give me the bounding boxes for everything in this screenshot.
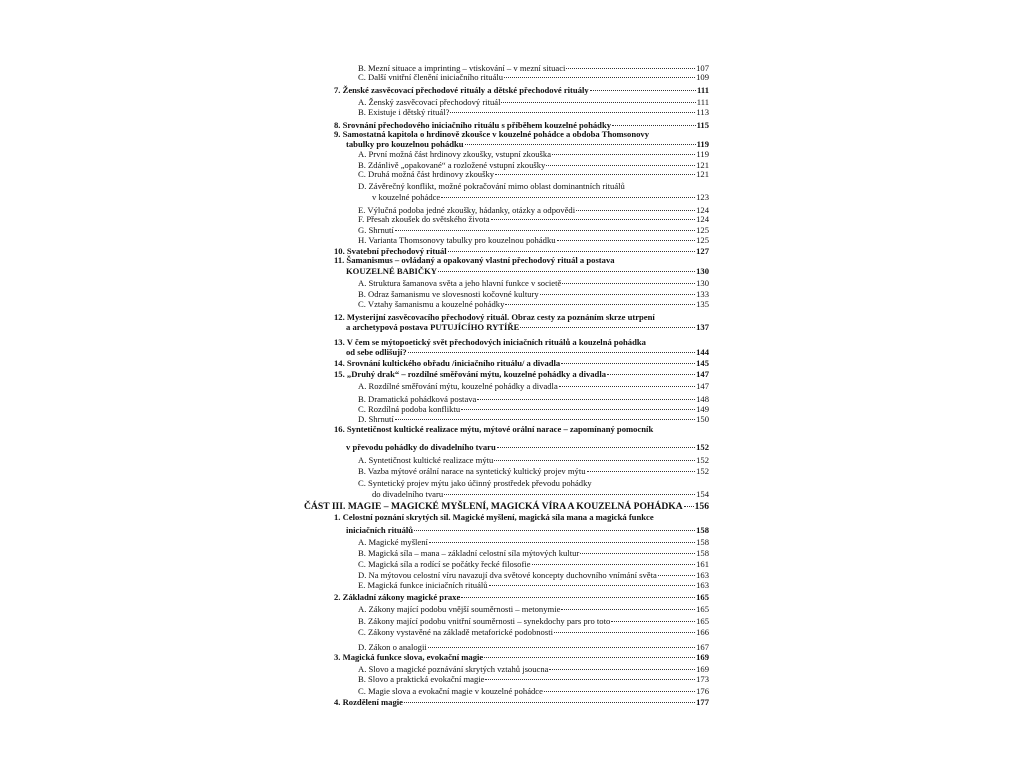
entry-title: 13. V čem se mýtopoetický svět přechodových iniciačních rituálů a kouzelná pohádka bbox=[334, 337, 646, 347]
page-number: 165 bbox=[696, 616, 709, 626]
page-number: 130 bbox=[696, 266, 709, 276]
entry-title: A. Slovo a magické poznávání skrytých vztahů jsoucna bbox=[358, 664, 549, 674]
page-number: 121 bbox=[696, 160, 709, 170]
page-number: 124 bbox=[696, 205, 709, 215]
entry-title: D. Na mýtovou celostní víru navazují dva světové koncepty duchovního vnímání světa bbox=[358, 570, 657, 580]
entry-title: A. První možná část hrdinovy zkoušky, vstupní zkouška bbox=[358, 149, 552, 159]
dot-leader bbox=[580, 553, 695, 554]
dot-leader bbox=[429, 542, 695, 543]
entry-title: B. Vazba mýtové orální narace na syntetický kultický projev mýtu bbox=[358, 466, 586, 476]
page-number: 169 bbox=[696, 652, 709, 662]
page-number: 166 bbox=[696, 627, 709, 637]
dot-leader bbox=[497, 447, 695, 448]
page-number: 137 bbox=[696, 322, 709, 332]
dot-leader bbox=[395, 230, 695, 231]
dot-leader bbox=[395, 419, 695, 420]
entry-title: v kouzelné pohádce bbox=[372, 192, 441, 202]
dot-leader bbox=[504, 77, 695, 78]
entry-title: B. Magická síla – mana – základní celostní síla mýtových kultur bbox=[358, 548, 580, 558]
entry-title: C. Syntetický projev mýtu jako účinný prostředek převodu pohádky bbox=[358, 478, 592, 488]
dot-leader bbox=[485, 679, 695, 680]
entry-title: B. Zákony mající podobu vnitřní souměrnosti – synekdochy pars pro toto bbox=[358, 616, 611, 626]
page-number: 115 bbox=[696, 120, 709, 130]
entry-title: 1. Celostní poznání skrytých sil. Magické myšlení, magická síla mana a magická funkce bbox=[334, 512, 654, 522]
entry-title: iniciačních rituálů bbox=[346, 525, 414, 535]
page-number: 158 bbox=[696, 525, 709, 535]
entry-title: tabulky pro kouzelnou pohádku bbox=[346, 139, 464, 149]
entry-title: 4. Rozdělení magie bbox=[334, 697, 403, 707]
page-number: 125 bbox=[696, 225, 709, 235]
page-number: 121 bbox=[696, 169, 709, 179]
entry-title: C. Vztahy šamanismu a kouzelné pohádky bbox=[358, 299, 505, 309]
page-number: 111 bbox=[697, 85, 709, 95]
entry-title: A. Magické myšlení bbox=[358, 537, 428, 547]
dot-leader bbox=[561, 363, 695, 364]
entry-title: D. Zákon o analogii bbox=[358, 642, 427, 652]
page-number: 165 bbox=[696, 592, 709, 602]
page-number: 152 bbox=[696, 466, 709, 476]
page-number: 109 bbox=[696, 72, 709, 82]
dot-leader bbox=[587, 471, 696, 472]
entry-title: 8. Srovnání přechodového iniciačního rituálu s příběhem kouzelné pohádky bbox=[334, 120, 612, 130]
page-number: 161 bbox=[696, 559, 709, 569]
page-number: 135 bbox=[696, 299, 709, 309]
dot-leader bbox=[448, 251, 695, 252]
dot-leader bbox=[557, 240, 696, 241]
dot-leader bbox=[540, 294, 695, 295]
dot-leader bbox=[544, 691, 695, 692]
dot-leader bbox=[484, 657, 695, 658]
dot-leader bbox=[576, 210, 695, 211]
dot-leader bbox=[552, 154, 695, 155]
entry-title: D. Závěrečný konflikt, možné pokračování mimo oblast dominantních rituálů bbox=[358, 181, 625, 191]
page-number: 148 bbox=[696, 394, 709, 404]
dot-leader bbox=[491, 219, 696, 220]
entry-title: B. Zdánlivě „opakované“ a rozložené vstupní zkoušky bbox=[358, 160, 546, 170]
page-number: 163 bbox=[696, 580, 709, 590]
page-number: 156 bbox=[694, 501, 709, 512]
entry-title: 11. Šamanismus – ovládaný a opakovaný vlastní přechodový rituál a postava bbox=[334, 255, 615, 265]
page-number: 119 bbox=[696, 149, 709, 159]
dot-leader bbox=[561, 609, 695, 610]
page-number: 107 bbox=[696, 63, 709, 73]
entry-title: C. Magická síla a rodící se počátky řecké filosofie bbox=[358, 559, 531, 569]
page-number: 163 bbox=[696, 570, 709, 580]
dot-leader bbox=[505, 304, 695, 305]
dot-leader bbox=[554, 632, 695, 633]
entry-title: F. Přesah zkoušek do světského života bbox=[358, 214, 490, 224]
page-number: 145 bbox=[696, 358, 709, 368]
entry-title: E. Výlučná podoba jedné zkoušky, hádanky, otázky a odpovědi bbox=[358, 205, 576, 215]
entry-title: A. Syntetičnost kultické realizace mýtu bbox=[358, 455, 494, 465]
page-number: 130 bbox=[696, 278, 709, 288]
entry-title: A. Ženský zasvěcovací přechodový rituál bbox=[358, 97, 501, 107]
page-number: 144 bbox=[696, 347, 709, 357]
entry-title: 2. Základní zákony magické praxe bbox=[334, 592, 461, 602]
entry-title: v převodu pohádky do divadelního tvaru bbox=[346, 442, 496, 452]
page-number: 152 bbox=[696, 455, 709, 465]
entry-title: 15. „Druhý drak“ – rozdílné směřování mýtu, kouzelné pohádky a divadla bbox=[334, 369, 607, 379]
entry-title: 16. Syntetičnost kultické realizace mýtu, mýtové orální narace – zapomínaný pomocník bbox=[334, 424, 654, 434]
entry-title: E. Magická funkce iniciačních rituálů bbox=[358, 580, 488, 590]
entry-title: D. Shrnutí bbox=[358, 414, 394, 424]
entry-title: A. Zákony mající podobu vnější souměrnosti – metonymie bbox=[358, 604, 561, 614]
dot-leader bbox=[408, 352, 695, 353]
dot-leader bbox=[532, 564, 696, 565]
dot-leader bbox=[494, 460, 695, 461]
entry-title: do divadelního tvaru bbox=[372, 489, 444, 499]
dot-leader bbox=[450, 112, 695, 113]
entry-title: C. Druhá možná část hrdinovy zkoušky bbox=[358, 169, 495, 179]
dot-leader bbox=[428, 647, 695, 648]
entry-title: B. Existuje i dětský rituál? bbox=[358, 107, 450, 117]
entry-title: G. Shrnutí bbox=[358, 225, 394, 235]
entry-title: B. Slovo a praktická evokační magie bbox=[358, 674, 485, 684]
dot-leader bbox=[549, 669, 695, 670]
entry-title: 3. Magická funkce slova, evokační magie bbox=[334, 652, 484, 662]
dot-leader bbox=[414, 530, 695, 531]
entry-title: 9. Samostatná kapitola o hrdinově zkoušce v kouzelné pohádce a obdoba Thomsonovy bbox=[334, 129, 649, 139]
page-number: 111 bbox=[696, 97, 709, 107]
dot-leader bbox=[658, 575, 695, 576]
dot-leader bbox=[559, 386, 695, 387]
page-number: 177 bbox=[696, 697, 709, 707]
entry-title: 14. Srovnání kultického obřadu /iniciačního rituálu/ a divadla bbox=[334, 358, 561, 368]
page-number: 152 bbox=[696, 442, 709, 452]
dot-leader bbox=[404, 702, 695, 703]
dot-leader bbox=[607, 374, 695, 375]
page-number: 173 bbox=[696, 674, 709, 684]
dot-leader bbox=[495, 174, 695, 175]
dot-leader bbox=[562, 283, 695, 284]
entry-title: C. Zákony vystavěné na základě metaforické podobnosti bbox=[358, 627, 553, 637]
page-number: 169 bbox=[696, 664, 709, 674]
entry-title: KOUZELNÉ BABIČKY bbox=[346, 266, 437, 276]
entry-title: ČÁST III. MAGIE – MAGICKÉ MYŠLENÍ, MAGICKÁ VÍRA A KOUZELNÁ POHÁDKA bbox=[304, 501, 683, 512]
dot-leader bbox=[461, 597, 695, 598]
dot-leader bbox=[520, 327, 695, 328]
entry-title: B. Dramatická pohádková postava bbox=[358, 394, 477, 404]
dot-leader bbox=[477, 399, 695, 400]
page-number: 150 bbox=[696, 414, 709, 424]
dot-leader bbox=[546, 165, 695, 166]
dot-leader bbox=[566, 68, 695, 69]
page-number: 176 bbox=[696, 686, 709, 696]
dot-leader bbox=[465, 144, 696, 145]
entry-title: A. Struktura šamanova světa a jeho hlavní funkce v societě bbox=[358, 278, 562, 288]
page-number: 147 bbox=[696, 381, 709, 391]
page-number: 113 bbox=[696, 107, 709, 117]
dot-leader bbox=[501, 102, 695, 103]
dot-leader bbox=[590, 90, 696, 91]
entry-title: od sebe odlišují? bbox=[346, 347, 407, 357]
dot-leader bbox=[684, 506, 694, 507]
page-number: 125 bbox=[696, 235, 709, 245]
dot-leader bbox=[489, 585, 696, 586]
entry-title: B. Odraz šamanismu ve slovesnosti kočovné kultury bbox=[358, 289, 539, 299]
dot-leader bbox=[441, 197, 695, 198]
entry-title: 10. Svatební přechodový rituál bbox=[334, 246, 447, 256]
dot-leader bbox=[611, 621, 695, 622]
page-number: 147 bbox=[696, 369, 709, 379]
entry-title: A. Rozdílné směřování mýtu, kouzelné pohádky a divadla bbox=[358, 381, 558, 391]
dot-leader bbox=[612, 125, 696, 126]
page-number: 133 bbox=[696, 289, 709, 299]
page-number: 123 bbox=[696, 192, 709, 202]
entry-title: 7. Ženské zasvěcovací přechodové rituály a dětské přechodové rituály bbox=[334, 85, 589, 95]
entry-title: C. Další vnitřní členění iniciačního rituálu bbox=[358, 72, 504, 82]
entry-title: H. Varianta Thomsonovy tabulky pro kouzelnou pohádku bbox=[358, 235, 556, 245]
page-number: 158 bbox=[696, 548, 709, 558]
page-number: 124 bbox=[696, 214, 709, 224]
dot-leader bbox=[444, 494, 695, 495]
entry-title: B. Mezní situace a imprinting – vtiskování – v mezní situaci bbox=[358, 63, 566, 73]
page-number: 119 bbox=[696, 139, 709, 149]
entry-title: C. Rozdílná podoba konfliktu bbox=[358, 404, 461, 414]
entry-title: C. Magie slova a evokační magie v kouzelné pohádce bbox=[358, 686, 543, 696]
page-number: 165 bbox=[696, 604, 709, 614]
page-number: 154 bbox=[696, 489, 709, 499]
page-number: 127 bbox=[696, 246, 709, 256]
page-number: 149 bbox=[696, 404, 709, 414]
entry-title: a archetypová postava PUTUJÍCÍHO RYTÍŘE bbox=[346, 322, 520, 332]
dot-leader bbox=[461, 409, 695, 410]
entry-title: 12. Mysterijní zasvěcovacího přechodový rituál. Obraz cesty za poznáním skrze utrpení bbox=[334, 312, 655, 322]
page-number: 158 bbox=[696, 537, 709, 547]
page-number: 167 bbox=[696, 642, 709, 652]
dot-leader bbox=[438, 271, 695, 272]
